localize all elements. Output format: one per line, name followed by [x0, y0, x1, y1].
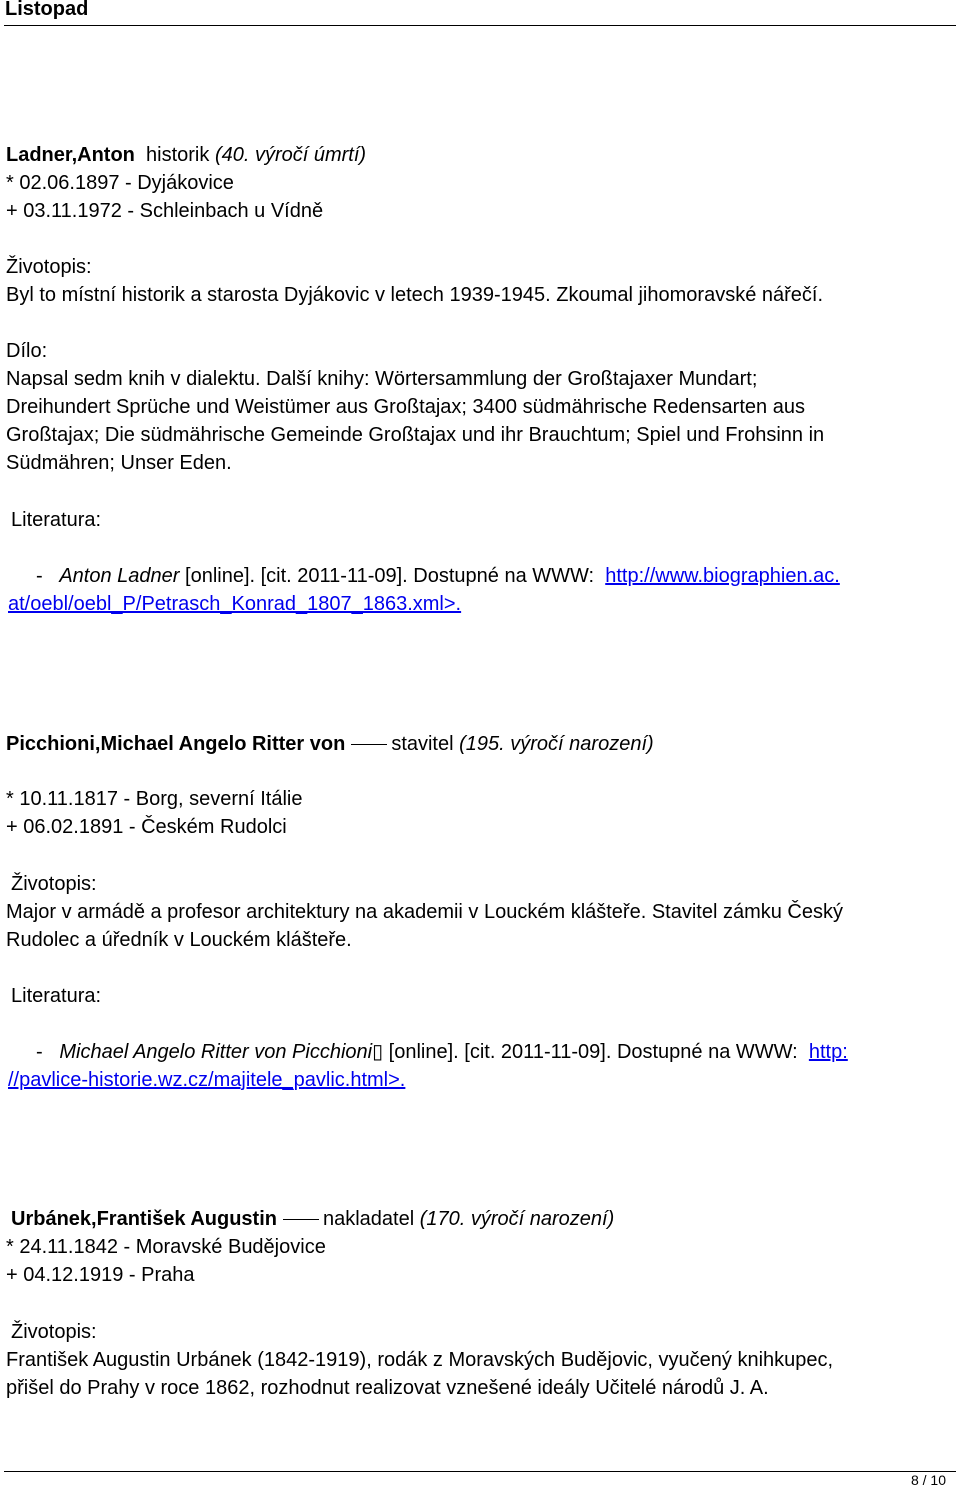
entry-heading: [6, 732, 654, 756]
death-line: + 06.02.1891 - Českém Rudolci: [6, 816, 287, 838]
dash-separator: [351, 744, 387, 745]
dash-separator: [283, 1219, 319, 1220]
literature-citation: [online]. [cit. 2011-11-09]. Dostupné na WWW:: [185, 565, 595, 587]
bio-text: Rudolec a úředník v Louckém klášteře.: [6, 929, 352, 951]
birth-line: * 24.11.1842 - Moravské Budějovice: [6, 1236, 326, 1258]
literature-link[interactable]: http://www.biographien.ac.: [605, 565, 840, 587]
birth-line: * 10.11.1817 - Borg, severní Itálie: [6, 788, 303, 810]
person-role: stavitel: [391, 733, 454, 755]
bio-text: přišel do Prahy v roce 1862, rozhodnut realizovat vznešené ideály Učitelé národů J. A.: [6, 1377, 769, 1399]
bio-text: František Augustin Urbánek (1842-1919), rodák z Moravských Budějovic, vyučený knihkupec,: [6, 1349, 834, 1371]
work-text: Napsal sedm knih v dialektu. Další knihy: Wörtersammlung der Großtajaxer Mundart;: [6, 368, 758, 390]
bio-heading: Životopis:: [6, 256, 92, 278]
literature-bullet: -: [36, 1041, 43, 1063]
literature-item: [36, 564, 840, 588]
literature-link-continued[interactable]: //pavlice-historie.wz.cz/majitele_pavlic.html>.: [8, 1069, 406, 1091]
page-number: 8 / 10: [910, 1472, 946, 1488]
person-name: Picchioni,Michael Angelo Ritter von: [6, 733, 346, 755]
person-role: nakladatel: [322, 1208, 415, 1230]
literature-title: Anton Ladner: [59, 565, 180, 587]
work-text: Dreihundert Sprüche und Weistümer aus Großtajax; 3400 südmährische Redensarten aus: [6, 396, 805, 418]
literature-heading: Literatura:: [11, 985, 102, 1007]
header-divider: [4, 25, 956, 26]
entry-heading: [11, 1207, 614, 1231]
person-role: historik: [146, 144, 210, 166]
footer-divider: [4, 1471, 956, 1472]
literature-link-continued[interactable]: at/oebl/oebl_P/Petrasch_Konrad_1807_1863.xml>.: [8, 593, 462, 615]
bio-heading: Životopis:: [11, 1321, 97, 1343]
anniversary: (40. výročí úmrtí): [214, 144, 367, 166]
bio-heading: Životopis:: [11, 873, 97, 895]
bio-text: Major v armádě a profesor architektury na akademii v Louckém klášteře. Stavitel zámku Český: [6, 901, 844, 923]
literature-link[interactable]: http:: [808, 1041, 848, 1063]
death-line: + 04.12.1919 - Praha: [6, 1264, 195, 1286]
person-name: Ladner,Anton: [6, 144, 135, 166]
literature-item: - Michael Angelo Ritter von Picchioni▯ [online]. [cit. 2011-11-09]. Dostupné na WWW: http:: [36, 1041, 848, 1063]
literature-title: Michael Angelo Ritter von Picchioni: [59, 1041, 373, 1063]
anniversary: (170. výročí narození): [419, 1208, 615, 1230]
work-text: Südmähren; Unser Eden.: [6, 452, 232, 474]
literature-citation: [online]. [cit. 2011-11-09]. Dostupné na WWW:: [388, 1041, 798, 1063]
death-line: + 03.11.1972 - Schleinbach u Vídně: [6, 200, 324, 222]
anniversary: (195. výročí narození): [459, 733, 654, 755]
literature-bullet: -: [36, 565, 43, 587]
bio-text: Byl to místní historik a starosta Dyjákovic v letech 1939-1945. Zkoumal jihomoravské nářečí.: [6, 284, 824, 306]
entry-heading: [6, 143, 366, 167]
literature-heading: Literatura:: [11, 509, 102, 531]
work-heading: Dílo:: [6, 340, 48, 362]
work-text: Großtajax; Die südmährische Gemeinde Großtajax und ihr Brauchtum; Spiel und Frohsinn in: [6, 424, 825, 446]
page-header-title: Listopad: [5, 0, 89, 20]
birth-line: * 02.06.1897 - Dyjákovice: [6, 172, 234, 194]
person-name: Urbánek,František Augustin: [11, 1208, 277, 1230]
